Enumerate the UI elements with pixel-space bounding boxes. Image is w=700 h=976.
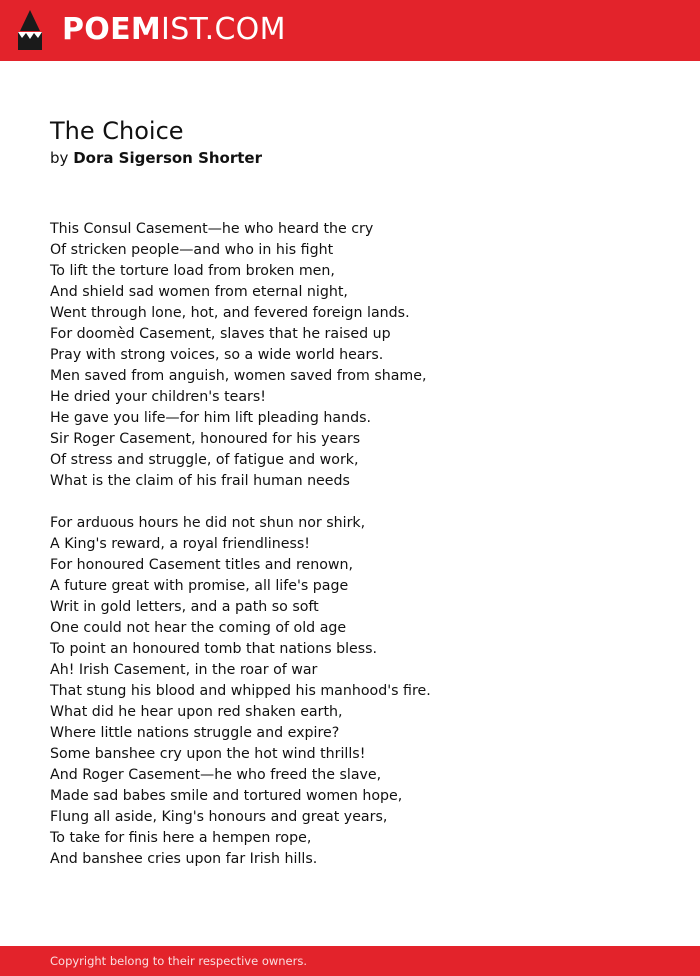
poem-line: To point an honoured tomb that nations bless. [50, 641, 378, 657]
stanza-divider [50, 492, 650, 513]
poem-line: To lift the torture load from broken men, [50, 263, 335, 279]
site-logo[interactable] [62, 12, 286, 48]
poem-line: Where little nations struggle and expire? [50, 725, 340, 741]
poem-line: To take for finis here a hempen rope, [50, 830, 312, 846]
poem-line: Some banshee cry upon the hot wind thrills! [50, 746, 366, 762]
logo-text-bold: POEM [62, 12, 162, 47]
poem-line: Of stricken people—and who in his fight [50, 242, 334, 258]
poem-line: He gave you life—for him lift pleading hands. [50, 410, 372, 426]
stanza-1 [50, 219, 650, 492]
logo-text-light: IST.COM [161, 12, 286, 47]
poem-line: For doomèd Casement, slaves that he raised up [50, 326, 391, 342]
site-footer [0, 946, 700, 976]
poem-line: Of stress and struggle, of fatigue and work, [50, 452, 359, 468]
poem-line: He dried your children's tears! [50, 389, 266, 405]
by-label: by [50, 149, 69, 167]
poem-line: And shield sad women from eternal night, [50, 284, 348, 300]
poem-line: What did he hear upon red shaken earth, [50, 704, 343, 720]
poem-line: Flung all aside, King's honours and great years, [50, 809, 388, 825]
poem-line: This Consul Casement—he who heard the cry [50, 221, 374, 237]
poem-body [50, 219, 650, 870]
byline [50, 148, 262, 168]
poem-line: Pray with strong voices, so a wide world hears. [50, 347, 384, 363]
poem-line: What is the claim of his frail human needs [50, 473, 350, 489]
poem-title: The Choice [50, 117, 184, 145]
poem-line: Made sad babes smile and tortured women hope, [50, 788, 403, 804]
copyright-notice: Copyright belong to their respective owners. [50, 954, 308, 968]
poem-line: That stung his blood and whipped his manhood's fire. [50, 683, 431, 699]
poem-line: One could not hear the coming of old age [50, 620, 347, 636]
poem-line: And Roger Casement—he who freed the slave, [50, 767, 382, 783]
site-header [0, 0, 700, 61]
author-name: Dora Sigerson Shorter [73, 149, 262, 167]
poem-line: Went through lone, hot, and fevered foreign lands. [50, 305, 410, 321]
poem-line: Writ in gold letters, and a path so soft [50, 599, 319, 615]
poem-line: For arduous hours he did not shun nor shirk, [50, 515, 366, 531]
poem-line: For honoured Casement titles and renown, [50, 557, 353, 573]
poem-line: Ah! Irish Casement, in the roar of war [50, 662, 318, 678]
stanza-2 [50, 513, 650, 870]
poem-line: And banshee cries upon far Irish hills. [50, 851, 318, 867]
poem-line: Men saved from anguish, women saved from shame, [50, 368, 427, 384]
poem-line: A future great with promise, all life's page [50, 578, 349, 594]
pencil-logo-icon[interactable] [17, 9, 43, 51]
poem-line: Sir Roger Casement, honoured for his years [50, 431, 361, 447]
poem-line: A King's reward, a royal friendliness! [50, 536, 310, 552]
